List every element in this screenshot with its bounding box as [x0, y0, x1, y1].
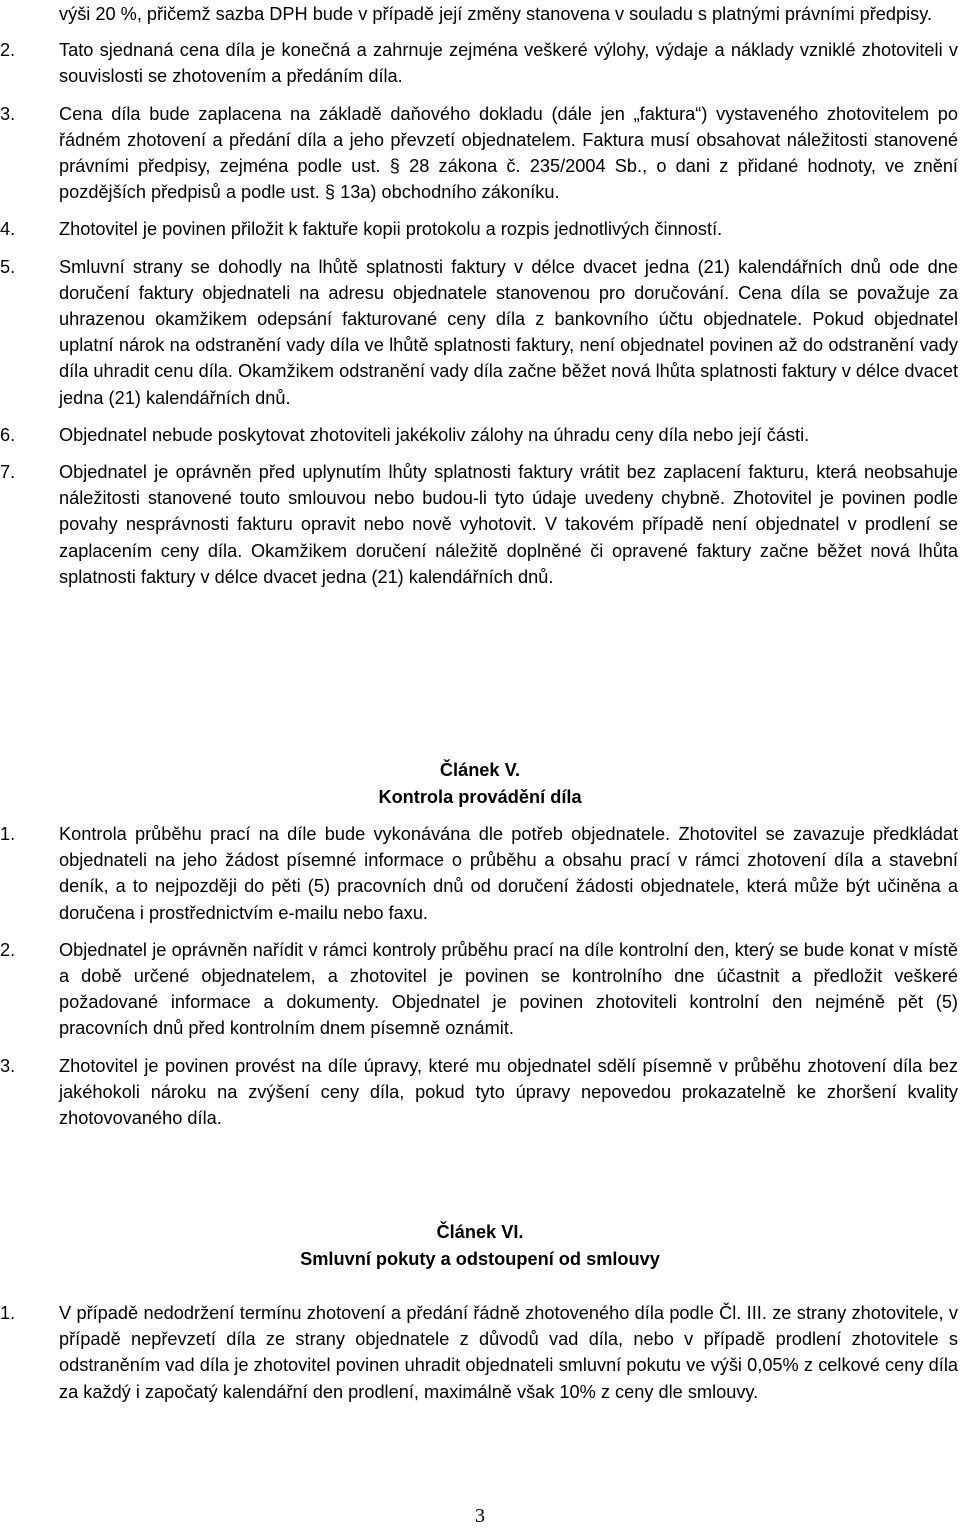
item-number: 6.: [0, 424, 16, 445]
paragraph-text: Zhotovitel je povinen přiložit k faktuře kopii protokolu a rozpis jednotlivých činností.: [59, 219, 723, 240]
list-item: [0, 1053, 960, 1132]
article-vi-items: [0, 1300, 960, 1405]
list-item: [0, 216, 960, 242]
item-number: 3.: [0, 103, 16, 124]
article-heading: [0, 757, 960, 811]
article-v-items: [0, 821, 960, 1131]
paragraph-text: Objednatel je oprávněn před uplynutím lhůty splatnosti faktury vrátit bez zaplacení fakturu, která neobsahuje náležitosti stanovené touto smlouvou nebo budou-li tyto údaje uvedeny chybně. Zhotovitel je povinen podle povahy nesprávnosti fakturu opravit nebo nově vyhotovit. V takovém případě není objednatel v prodlení se zaplacením ceny díla. Okamžikem doručení náležitě doplněné či opravené faktury začne běžet nová lhůta splatnosti faktury v délce dvacet jedna (21) kalendářních dnů.: [59, 462, 958, 587]
article-title: Smluvní pokuty a odstoupení od smlouvy: [300, 1249, 660, 1269]
section-iv-continued: [0, 1, 960, 590]
item-number: 2.: [0, 939, 16, 960]
item-number: 1.: [0, 1303, 16, 1323]
article-title: Kontrola provádění díla: [378, 787, 582, 807]
paragraph-text: Smluvní strany se dohodly na lhůtě splatnosti faktury v délce dvacet jedna (21) kalendářních dnů ode dne doručení faktury objednateli na adresu objednatele stanovenou pro doručování. Cena díla se považuje za uhrazenou okamžikem odepsání fakturované ceny díla z bankovního účtu objednatele. Pokud objednatel uplatní nárok na odstranění vady díla ve lhůtě splatnosti faktury, není objednatel povinen až do odstranění vady díla uhradit cenu díla. Okamžikem odstranění vady díla začne běžet nová lhůta splatnosti faktury v délce dvacet jedna (21) kalendářních dnů.: [59, 256, 958, 408]
paragraph-text: výši 20 %, přičemž sazba DPH bude v případě její změny stanovena v souladu s platnými právními předpisy.: [59, 4, 933, 24]
article-number: Článek V.: [439, 760, 521, 780]
paragraph-text: Kontrola průběhu prací na díle bude vykonávána dle potřeb objednatele. Zhotovitel se zavazuje předkládat objednateli na jeho žádost písemné informace o průběhu a obsahu prací v rámci zhotovení díla a stavební deník, a to nejpozději do pěti (5) pracovních dnů od doručení žádosti objednatele, která může být učiněna a doručena i prostřednictvím e-mailu nebo faxu.: [59, 824, 958, 923]
item-number: 2.: [0, 40, 16, 61]
item-number: 5.: [0, 256, 16, 277]
list-item: [0, 1300, 960, 1405]
list-item: [0, 422, 960, 448]
list-item: [0, 101, 960, 206]
paragraph-text: Objednatel je oprávněn nařídit v rámci kontroly průběhu prací na díle kontrolní den, který se bude konat v místě a době určené objednatelem, a zhotovitel je povinen se kontrolního dne účastnit a předložit veškeré požadované informace a dokumenty. Objednatel je povinen zhotoviteli kontrolní den nejméně pět (5) pracovních dnů před kontrolním dnem písemně oznámit.: [59, 939, 958, 1039]
paragraph-text: Tato sjednaná cena díla je konečná a zahrnuje zejména veškeré výlohy, výdaje a náklady vzniklé zhotoviteli v souvislosti se zhotovením a předáním díla.: [59, 40, 958, 87]
paragraph-text: V případě nedodržení termínu zhotovení a předání řádně zhotoveného díla podle Čl. III. ze strany zhotovitele, v případě nepřevzetí díla ze strany objednatele z důvodů vad díla, nebo v případě prodlení zhotovitele s odstraněním vad díla je zhotovitel povinen uhradit objednateli smluvní pokutu ve výši 0,05% z celkové ceny díla za každý i započatý kalendářní den prodlení, maximálně však 10% z ceny dle smlouvy.: [59, 1303, 958, 1402]
list-item: [0, 37, 960, 89]
list-item: [0, 821, 960, 926]
paragraph-text: Zhotovitel je povinen provést na díle úpravy, které mu objednatel sdělí písemně v průběhu zhotovení díla bez jakéhokoli nároku na zvýšení ceny díla, pokud tyto úpravy nepovedou prokazatelně ke zhoršení kvality zhotovovaného díla.: [59, 1055, 958, 1129]
paragraph-text: Cena díla bude zaplacena na základě daňového dokladu (dále jen „faktura“) vystaveného zhotovitelem po řádném zhotovení a předání díla a jeho převzetí objednatelem. Faktura musí obsahovat náležitosti stanovené právními předpisy, zejména podle ust. § 28 zákona č. 235/2004 Sb., o dani z přidané hodnoty, ve znění pozdějších předpisů a podle ust. § 13a) obchodního zákoníku.: [59, 103, 958, 203]
article-heading: [0, 1219, 960, 1273]
item-number: 4.: [0, 219, 16, 240]
list-item: [0, 937, 960, 1042]
article-number: Článek VI.: [436, 1222, 524, 1242]
item-number: 3.: [0, 1055, 16, 1076]
item-number: 1.: [0, 824, 16, 844]
item-number: 7.: [0, 462, 16, 483]
page-number: 3: [475, 1505, 485, 1527]
list-item: [0, 254, 960, 411]
list-item: [0, 1, 960, 27]
paragraph-text: Objednatel nebude poskytovat zhotoviteli jakékoliv zálohy na úhradu ceny díla nebo její části.: [59, 424, 810, 445]
list-item: [0, 459, 960, 590]
